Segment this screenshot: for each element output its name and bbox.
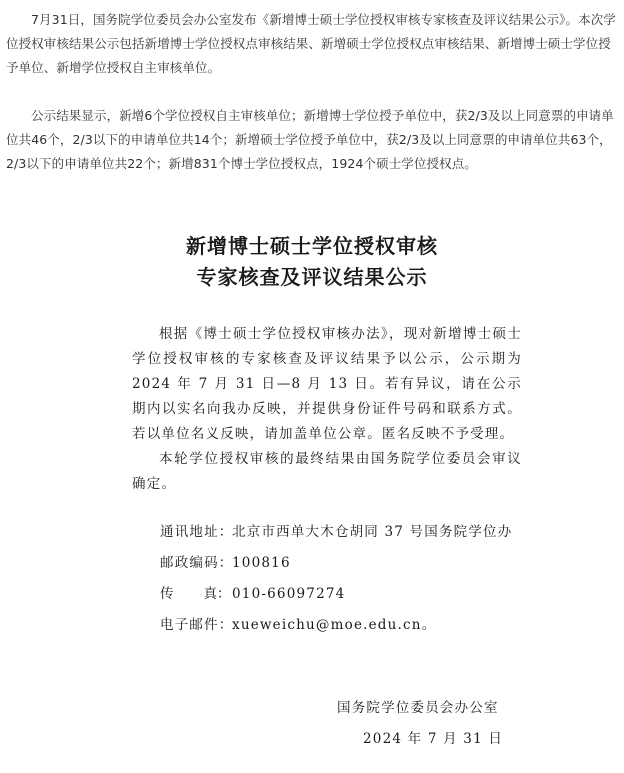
contact-email-value: xueweichu@moe.edu.cn。 bbox=[232, 617, 437, 633]
notice-body-paragraph-2: 本轮学位授权审核的最终结果由国务院学位委员会审议确定。 bbox=[132, 451, 522, 492]
notice-title-line-1: 新增博士硕士学位授权审核 bbox=[186, 234, 438, 258]
notice-document-image bbox=[0, 215, 624, 773]
contact-address-label: 通讯地址： bbox=[160, 524, 234, 540]
contact-fax-label bbox=[160, 582, 232, 602]
contact-email-label: 电子邮件： bbox=[160, 617, 234, 633]
notice-body-paragraph-1: 根据《博士硕士学位授权审核办法》，现对新增博士硕士学位授权审核的专家核查及评议结果予以公示，公示期为2024 年 7 月 31 日—8 月 13 日。若有异议，请在公示期内以实名向我办反映，并提供身份证件号码和联系方式。若以单位名义反映，请加盖单位公章。匿名反映不予受理。 bbox=[132, 326, 522, 442]
contact-fax-label-a: 传 bbox=[160, 586, 174, 602]
signature-office: 国务院学位委员会办公室 bbox=[337, 700, 499, 716]
contact-address-value: 北京市西单大木仓胡同 37 号国务院学位办 bbox=[232, 524, 513, 540]
contact-email bbox=[160, 613, 436, 633]
contact-postal-code bbox=[160, 551, 291, 571]
notice-title-line-2: 专家核查及评议结果公示 bbox=[196, 265, 428, 289]
contact-fax-label-b: 真： bbox=[203, 586, 231, 602]
contact-postal-value: 100816 bbox=[232, 555, 291, 571]
intro-paragraph-2: 公示结果显示，新增6个学位授权自主审核单位；新增博士学位授予单位中，获2/3及以上同意票的申请单位共46个，2/3以下的申请单位共14个；新增硕士学位授予单位中，获2/3及以上同意票的申请单位共63个，2/3以下的申请单位共22个；新增831个博士学位授权点，1924个硕士学位授权点。 bbox=[6, 108, 614, 171]
contact-postal-label: 邮政编码： bbox=[160, 555, 234, 571]
contact-address bbox=[160, 520, 512, 540]
intro-paragraph-1: 7月31日，国务院学位委员会办公室发布《新增博士硕士学位授权审核专家核查及评议结果公示》。本次学位授权审核结果公示包括新增博士学位授权点审核结果、新增硕士学位授权点审核结果、新增博士硕士学位授予单位、新增学位授权自主审核单位。 bbox=[6, 12, 616, 75]
contact-fax-value: 010-66097274 bbox=[232, 586, 346, 602]
contact-fax bbox=[160, 582, 345, 602]
signature-date: 2024 年 7 月 31 日 bbox=[363, 731, 504, 747]
